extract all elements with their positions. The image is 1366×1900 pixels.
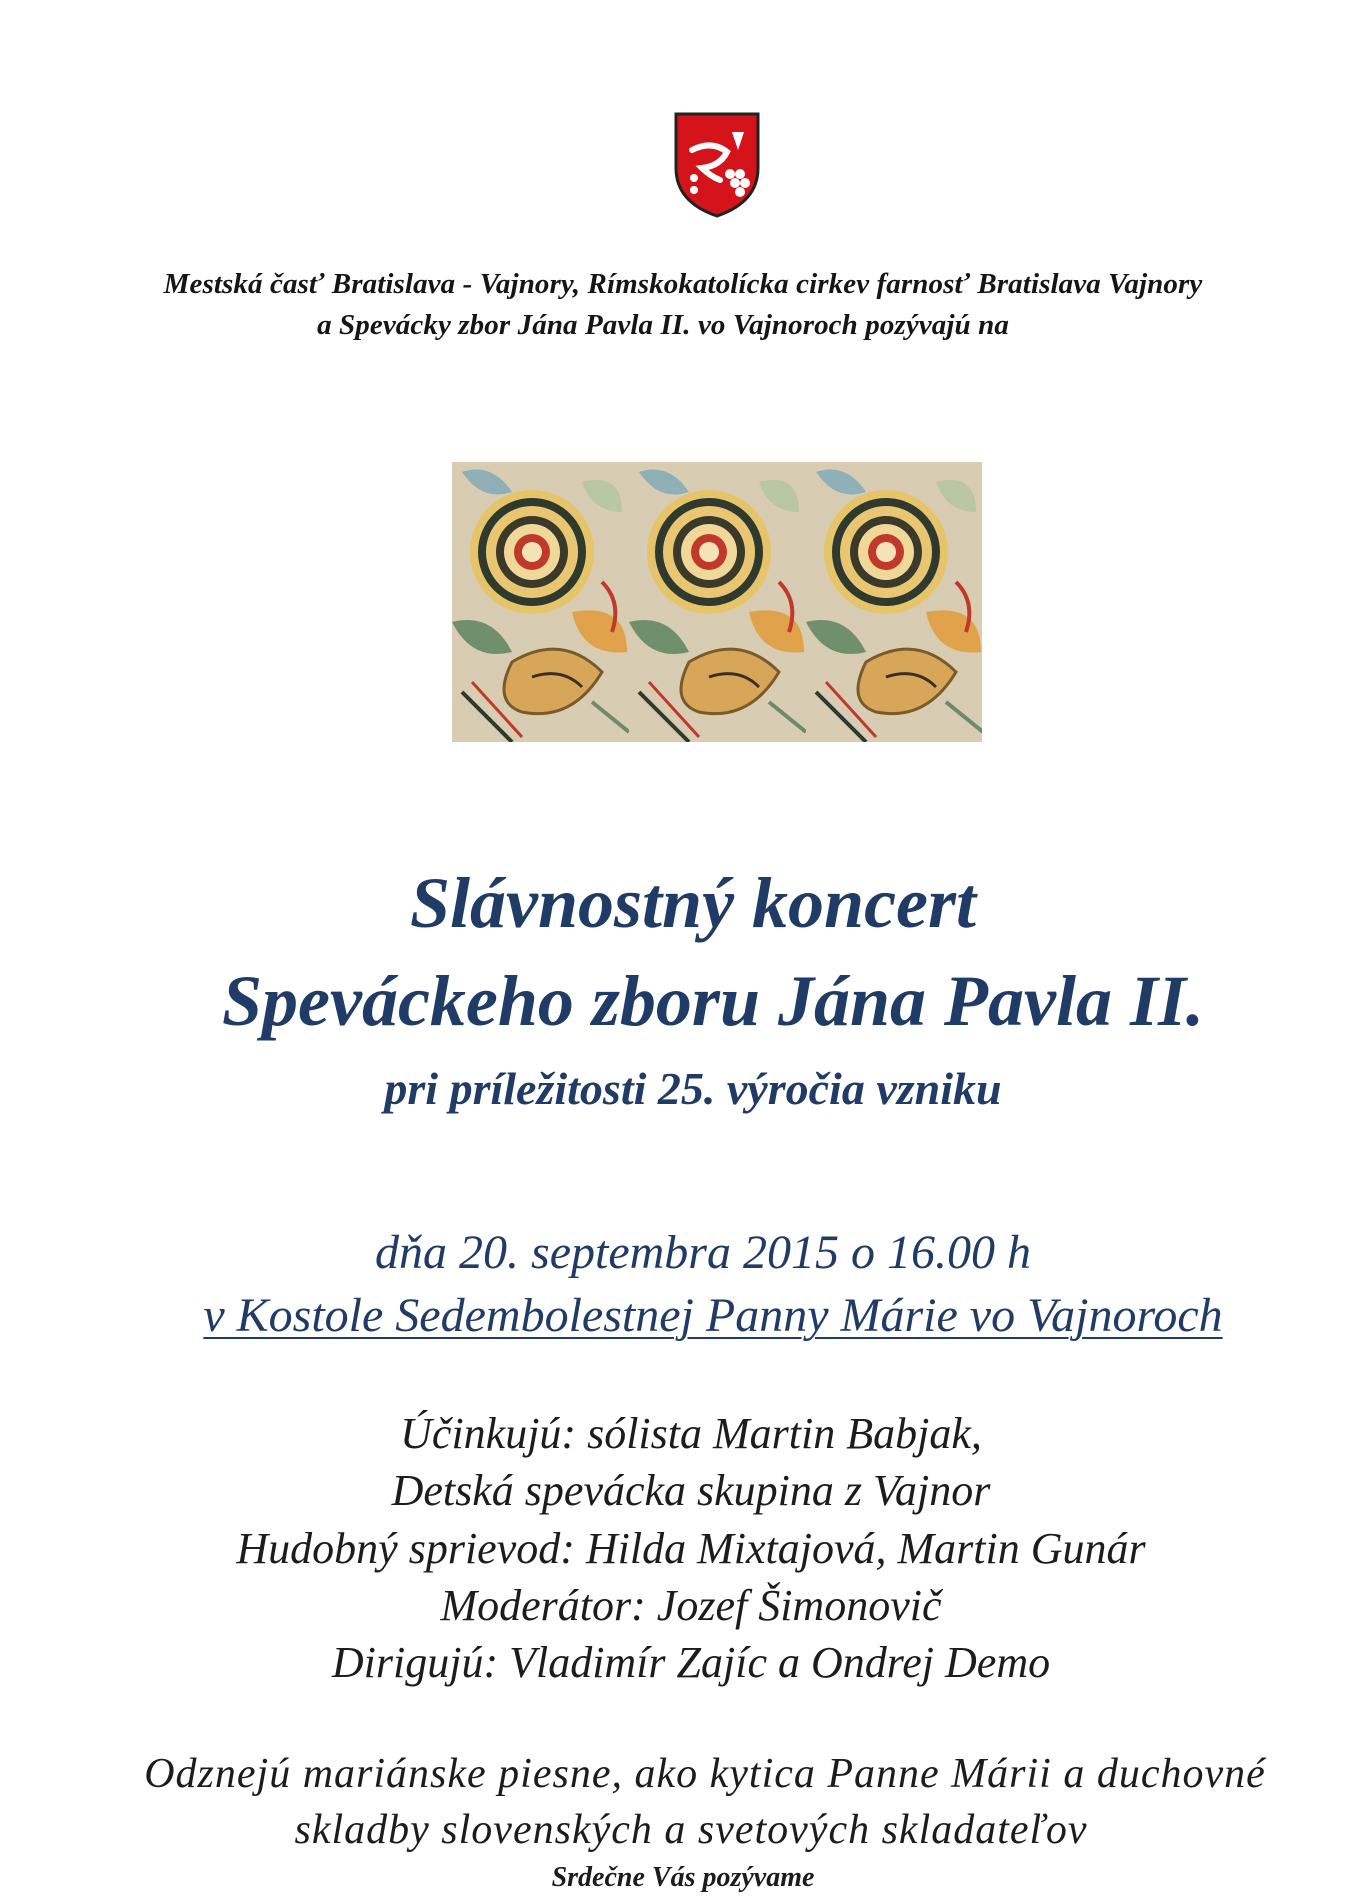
performer-line: Moderátor: Jozef Šimonovič: [440, 1581, 942, 1630]
anniversary-subtitle: pri príležitosti 25. výročia vzniku: [384, 1063, 1002, 1114]
closing-line-1: Odznejú mariánske piesne, ako kytica Panne Márii a duchovné: [144, 1751, 1266, 1797]
performer-line: Hudobný sprievod: Hilda Mixtajová, Martin Gunár: [236, 1524, 1146, 1573]
performer-line: Detská spevácka skupina z Vajnor: [391, 1466, 991, 1515]
closing-line-2: skladby slovenských a svetových skladateľov: [294, 1807, 1088, 1853]
event-place: v Kostole Sedembolestnej Panny Márie vo Vajnoroch: [203, 1289, 1223, 1342]
embroidery-image: [452, 462, 982, 742]
signoff: Srdečne Vás pozývame: [551, 1862, 815, 1893]
performer-line: Účinkujú: sólista Martin Babjak,: [400, 1409, 982, 1458]
event-date: dňa 20. septembra 2015 o 16.00 h: [375, 1226, 1031, 1279]
organizers-line-1: Mestská časť Bratislava - Vajnory, Rímskokatolícka cirkev farnosť Bratislava Vajnory: [163, 268, 1203, 300]
concert-title: Slávnostný koncert: [409, 863, 977, 943]
coat-of-arms-icon: [672, 110, 762, 220]
organizers-line-2: a Spevácky zbor Jána Pavla II. vo Vajnoroch pozývajú na: [317, 309, 1009, 341]
choir-name: Speváckeho zboru Jána Pavla II.: [221, 961, 1205, 1041]
performer-line: Dirigujú: Vladimír Zajíc a Ondrej Demo: [331, 1638, 1051, 1687]
